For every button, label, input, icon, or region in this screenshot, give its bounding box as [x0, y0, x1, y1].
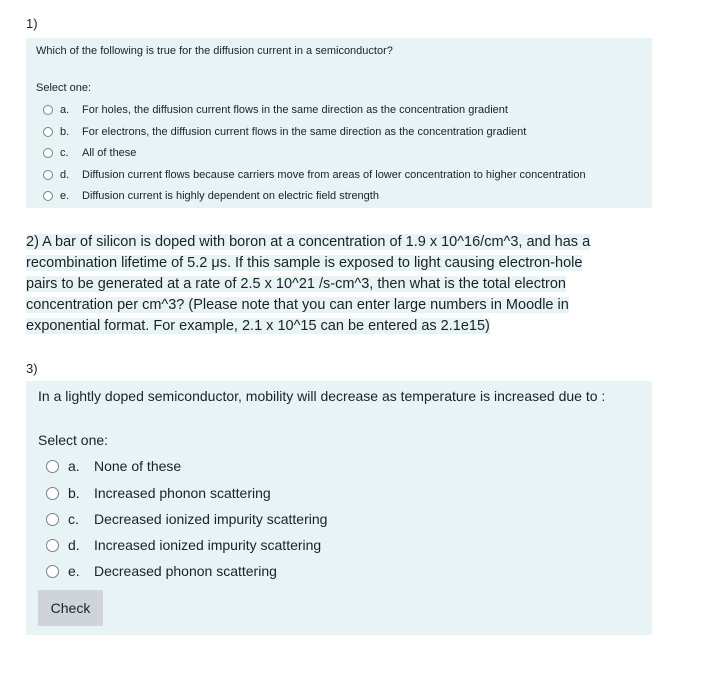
option-text: Diffusion current flows because carriers move from areas of lower concentration to higher concentration — [82, 169, 586, 181]
option-text: Decreased ionized impurity scattering — [94, 511, 328, 527]
option-letter: a. — [68, 458, 80, 474]
radio-button[interactable] — [43, 170, 53, 180]
question-2-line: recombination lifetime of 5.2 μs. If this sample is exposed to light causing electron-hole — [26, 255, 583, 271]
question-1-number: 1) — [26, 16, 38, 31]
question-3-box — [26, 381, 652, 635]
option-letter: e. — [60, 190, 70, 202]
question-2-line: exponential format. For example, 2.1 x 10^15 can be entered as 2.1e15) — [26, 318, 490, 334]
question-1-box — [26, 38, 652, 208]
question-2-text — [26, 232, 666, 337]
question-1-text: Which of the following is true for the diffusion current in a semiconductor? — [36, 45, 393, 57]
radio-button[interactable] — [46, 513, 59, 526]
question-2-line: 2) A bar of silicon is doped with boron at a concentration of 1.9 x 10^16/cm^3, and has a — [26, 234, 591, 250]
option-letter: d. — [60, 169, 70, 181]
question-3-number: 3) — [26, 361, 38, 376]
option-letter: c. — [60, 147, 69, 159]
radio-button[interactable] — [43, 148, 53, 158]
option-letter: b. — [68, 485, 80, 501]
radio-button[interactable] — [43, 127, 53, 137]
radio-button[interactable] — [46, 487, 59, 500]
option-text: Increased phonon scattering — [94, 485, 271, 501]
option-letter: b. — [60, 126, 70, 138]
radio-button[interactable] — [43, 105, 53, 115]
question-3-select-label: Select one: — [38, 432, 109, 448]
option-text: Decreased phonon scattering — [94, 563, 277, 579]
option-text: For electrons, the diffusion current flows in the same direction as the concentration gradient — [82, 126, 527, 138]
question-2-line: concentration per cm^3? (Please note that you can enter large numbers in Moodle in — [26, 297, 569, 313]
question-2-line: pairs to be generated at a rate of 2.5 x 10^21 /s-cm^3, then what is the total electron — [26, 276, 566, 292]
option-text: Diffusion current is highly dependent on electric field strength — [82, 190, 379, 202]
option-letter: e. — [68, 563, 80, 579]
option-letter: a. — [60, 104, 70, 116]
option-text: All of these — [82, 147, 137, 159]
option-text: For holes, the diffusion current flows in the same direction as the concentration gradient — [82, 104, 508, 116]
check-button[interactable]: Check — [38, 590, 103, 626]
option-letter: c. — [68, 511, 79, 527]
radio-button[interactable] — [43, 191, 53, 201]
option-letter: d. — [68, 537, 80, 553]
question-3-text: In a lightly doped semiconductor, mobility will decrease as temperature is increased due to : — [38, 388, 606, 404]
radio-button[interactable] — [46, 460, 59, 473]
radio-button[interactable] — [46, 539, 59, 552]
radio-button[interactable] — [46, 565, 59, 578]
option-text: Increased ionized impurity scattering — [94, 537, 322, 553]
question-1-select-label: Select one: — [36, 82, 92, 94]
option-text: None of these — [94, 458, 182, 474]
